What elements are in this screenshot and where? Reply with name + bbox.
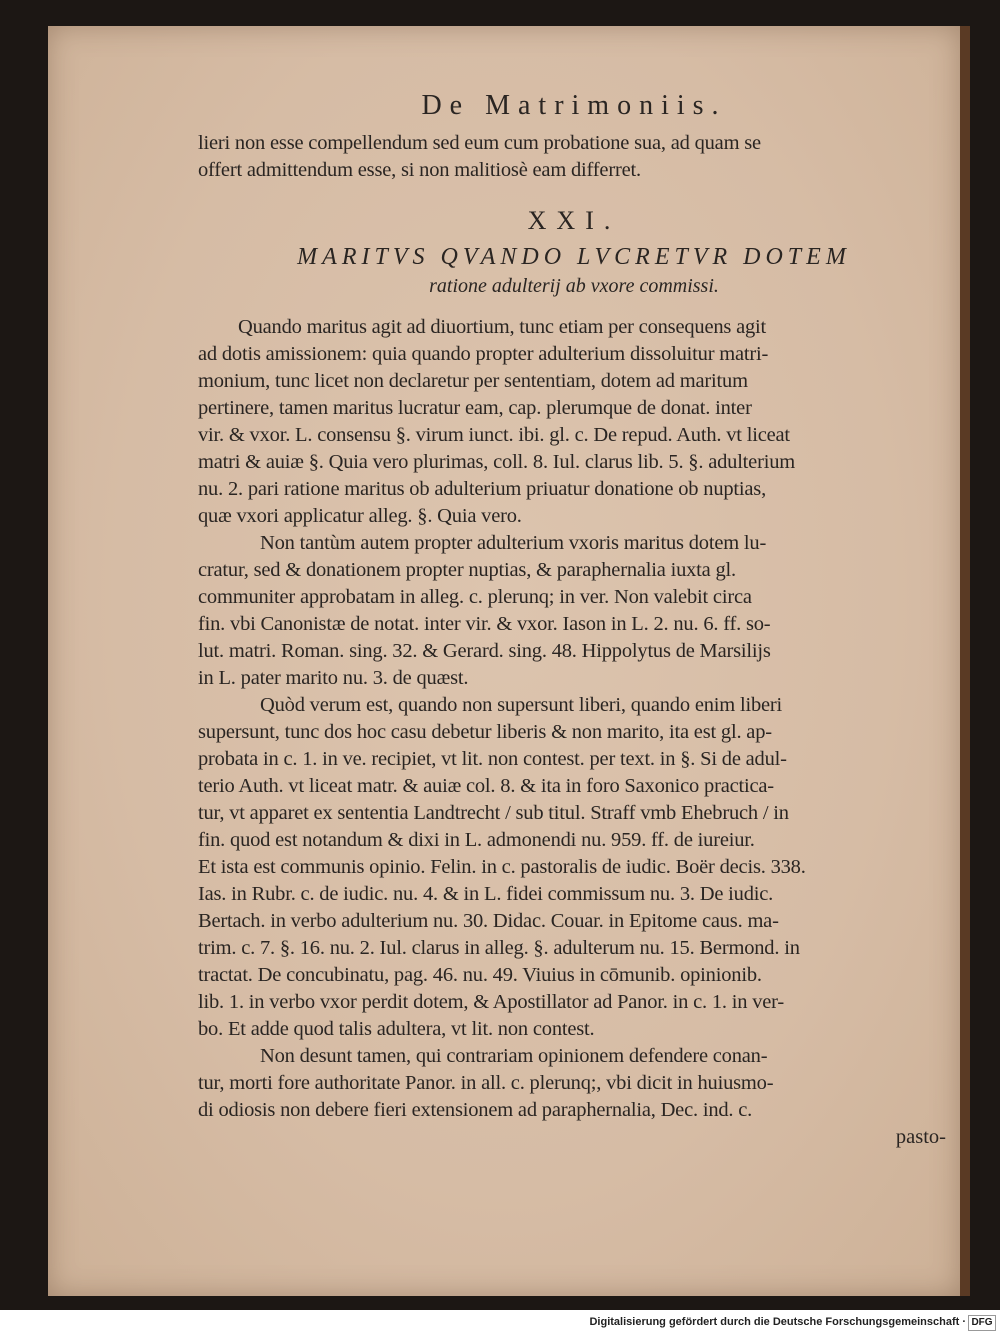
text-line: lieri non esse compellendum sed eum cum probatione sua, ad quam se [198,132,761,154]
paragraph-4 [198,1043,950,1124]
text-line: di odiosis non debere fieri extensionem ad paraphernalia, Dec. ind. c. [198,1099,753,1121]
footer-credit: Digitalisierung gefördert durch die Deutsche Forschungsgemeinschaft · [589,1316,966,1328]
text-line: in L. pater marito nu. 3. de quæst. [198,667,469,689]
text-line: supersunt, tunc dos hoc casu debetur liberis & non marito, ita est gl. ap- [198,721,772,743]
paragraph-1 [198,314,950,530]
page-text [198,90,950,1151]
paragraph-3 [198,692,950,1043]
digitization-footer [0,1310,1000,1335]
catchword: pasto- [895,1126,946,1148]
text-line: fin. quod est notandum & dixi in L. admonendi nu. 959. ff. de iureiur. [198,829,755,851]
text-line: ad dotis amissionem: quia quando propter adulterium dissoluitur matri- [198,343,769,365]
text-line: tur, vt apparet ex sententia Landtrecht / sub titul. Straff vmb Ehebruch / in [198,802,789,824]
chapter-title: MARITVS QVANDO LVCRETVR DOTEM [297,244,851,270]
paragraph-2 [198,530,950,692]
dfg-logo-icon: DFG [968,1315,996,1331]
text-line: probata in c. 1. in ve. recipiet, vt lit. non contest. per text. in §. Si de adul- [198,748,787,770]
text-line: Bertach. in verbo adulterium nu. 30. Didac. Couar. in Epitome caus. ma- [198,910,779,932]
text-line: trim. c. 7. §. 16. nu. 2. Iul. clarus in alleg. §. adulterum nu. 15. Bermond. in [198,937,800,959]
chapter-subtitle: ratione adulterij ab vxore commissi. [429,275,719,297]
text-line: bo. Et adde quod talis adultera, vt lit. non contest. [198,1018,595,1040]
text-line: Et ista est communis opinio. Felin. in c. pastoralis de iudic. Boër decis. 338. [198,856,806,878]
text-line: quæ vxori applicatur alleg. §. Quia vero. [198,505,522,527]
text-line: lut. matri. Roman. sing. 32. & Gerard. sing. 48. Hippolytus de Marsilijs [198,640,771,662]
text-line: tractat. De concubinatu, pag. 46. nu. 49. Viuius in cōmunib. opinionib. [198,964,762,986]
text-line: Non tantùm autem propter adulterium vxoris maritus dotem lu- [260,532,767,554]
text-line: Quando maritus agit ad diuortium, tunc etiam per consequens agit [238,316,767,338]
text-line: lib. 1. in verbo vxor perdit dotem, & Apostillator ad Panor. in c. 1. in ver- [198,991,784,1013]
text-line: matri & auiæ §. Quia vero plurimas, coll. 8. Iul. clarus lib. 5. §. adulterium [198,451,795,473]
text-line: fin. vbi Canonistæ de notat. inter vir. & vxor. Iason in L. 2. nu. 6. ff. so- [198,613,771,635]
text-line: terio Auth. vt liceat matr. & auiæ col. 8. & ita in foro Saxonico practica- [198,775,774,797]
text-line: monium, tunc licet non declaretur per sententiam, dotem ad maritum [198,370,748,392]
running-head: De Matrimoniis. [421,90,727,121]
opening-lines [198,130,950,184]
text-line: cratur, sed & donationem propter nuptias, & paraphernalia iuxta gl. [198,559,736,581]
text-line: pertinere, tamen maritus lucratur eam, cap. plerumque de donat. inter [198,397,752,419]
text-line: communiter approbatam in alleg. c. plerunq; in ver. Non valebit circa [198,586,752,608]
text-line: Non desunt tamen, qui contrariam opinionem defendere conan- [260,1045,768,1067]
text-line: Ias. in Rubr. c. de iudic. nu. 4. & in L. fidei commissum nu. 3. De iudic. [198,883,774,905]
text-line: offert admittendum esse, si non malitiosè eam differret. [198,159,641,181]
page-edge [960,26,970,1296]
text-line: nu. 2. pari ratione maritus ob adulterium priuatur donatione ob nuptias, [198,478,767,500]
text-line: tur, morti fore authoritate Panor. in all. c. plerunq;, vbi dicit in huiusmo- [198,1072,774,1094]
text-line: Quòd verum est, quando non supersunt liberi, quando enim liberi [260,694,783,716]
chapter-number: XXI. [527,206,621,235]
text-line: vir. & vxor. L. consensu §. virum iunct. ibi. gl. c. De repud. Auth. vt liceat [198,424,790,446]
